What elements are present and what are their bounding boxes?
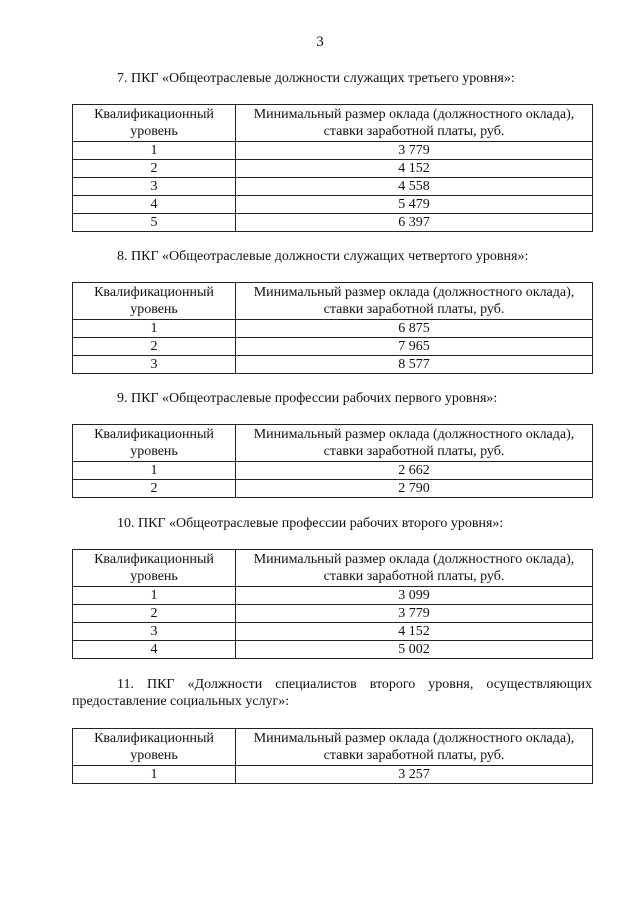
level-cell: 3 xyxy=(73,356,236,374)
salary-cell: 6 397 xyxy=(236,214,593,232)
level-cell: 2 xyxy=(73,605,236,623)
table-row xyxy=(73,766,593,784)
section-9-table xyxy=(72,424,593,498)
page-number: 3 xyxy=(316,34,324,50)
section-10-heading: 10. ПКГ «Общеотраслевые профессии рабочих второго уровня»: xyxy=(117,516,504,531)
salary-cell: 5 479 xyxy=(236,196,593,214)
table-row xyxy=(73,462,593,480)
section-8-heading: 8. ПКГ «Общеотраслевые должности служащих четвертого уровня»: xyxy=(117,249,529,264)
salary-cell: 5 002 xyxy=(236,641,593,659)
salary-cell: 3 779 xyxy=(236,605,593,623)
level-column-header: Квалификационный уровень xyxy=(73,105,236,142)
table-row xyxy=(73,480,593,498)
level-column-header: Квалификационный уровень xyxy=(73,729,236,766)
section-8-table xyxy=(72,282,593,374)
level-cell: 4 xyxy=(73,196,236,214)
level-cell: 3 xyxy=(73,178,236,196)
table-row xyxy=(73,320,593,338)
table-row xyxy=(73,587,593,605)
table-row xyxy=(73,196,593,214)
level-cell: 2 xyxy=(73,480,236,498)
section-11-heading: 11. ПКГ «Должности специалистов второго уровня, осуществляющих предоставление социальных услуг»: xyxy=(72,677,592,709)
salary-cell: 6 875 xyxy=(236,320,593,338)
table-header-row xyxy=(73,283,593,320)
salary-cell: 8 577 xyxy=(236,356,593,374)
level-cell: 1 xyxy=(73,587,236,605)
table-row xyxy=(73,214,593,232)
table-row xyxy=(73,605,593,623)
salary-column-header: Минимальный размер оклада (должностного оклада), ставки заработной платы, руб. xyxy=(236,729,593,766)
salary-cell: 2 790 xyxy=(236,480,593,498)
salary-column-header: Минимальный размер оклада (должностного оклада), ставки заработной платы, руб. xyxy=(236,105,593,142)
level-column-header: Квалификационный уровень xyxy=(73,550,236,587)
table-row xyxy=(73,641,593,659)
salary-cell: 3 099 xyxy=(236,587,593,605)
level-cell: 2 xyxy=(73,160,236,178)
level-column-header: Квалификационный уровень xyxy=(73,425,236,462)
level-cell: 1 xyxy=(73,320,236,338)
level-cell: 1 xyxy=(73,462,236,480)
table-row xyxy=(73,160,593,178)
table-row xyxy=(73,623,593,641)
salary-cell: 7 965 xyxy=(236,338,593,356)
salary-cell: 4 152 xyxy=(236,160,593,178)
section-10-table xyxy=(72,549,593,659)
table-row xyxy=(73,356,593,374)
level-cell: 2 xyxy=(73,338,236,356)
table-header-row xyxy=(73,550,593,587)
level-cell: 1 xyxy=(73,142,236,160)
level-cell: 5 xyxy=(73,214,236,232)
section-7-table xyxy=(72,104,593,232)
salary-column-header: Минимальный размер оклада (должностного оклада), ставки заработной платы, руб. xyxy=(236,425,593,462)
salary-column-header: Минимальный размер оклада (должностного оклада), ставки заработной платы, руб. xyxy=(236,283,593,320)
table-header-row xyxy=(73,729,593,766)
level-column-header: Квалификационный уровень xyxy=(73,283,236,320)
salary-cell: 3 779 xyxy=(236,142,593,160)
table-header-row xyxy=(73,425,593,462)
section-9-heading: 9. ПКГ «Общеотраслевые профессии рабочих первого уровня»: xyxy=(117,391,498,406)
section-11-table xyxy=(72,728,593,784)
table-row xyxy=(73,338,593,356)
level-cell: 1 xyxy=(73,766,236,784)
level-cell: 4 xyxy=(73,641,236,659)
salary-cell: 4 558 xyxy=(236,178,593,196)
salary-cell: 4 152 xyxy=(236,623,593,641)
table-row xyxy=(73,142,593,160)
salary-column-header: Минимальный размер оклада (должностного оклада), ставки заработной платы, руб. xyxy=(236,550,593,587)
section-7-heading: 7. ПКГ «Общеотраслевые должности служащих третьего уровня»: xyxy=(117,71,515,86)
salary-cell: 2 662 xyxy=(236,462,593,480)
salary-cell: 3 257 xyxy=(236,766,593,784)
table-row xyxy=(73,178,593,196)
table-header-row xyxy=(73,105,593,142)
level-cell: 3 xyxy=(73,623,236,641)
